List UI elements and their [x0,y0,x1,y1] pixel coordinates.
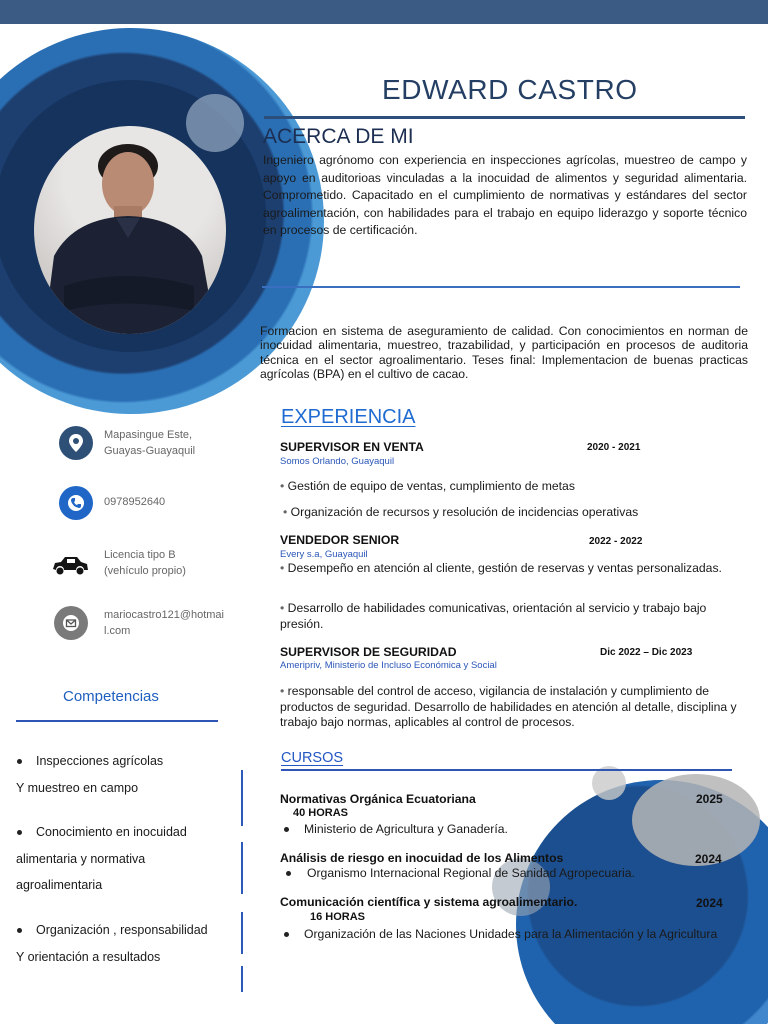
course-institution: Organismo Internacional Regional de Sanidad Agropecuaria. [307,866,635,880]
skill-item: Inspecciones agrícolas Y muestreo en campo [16,754,164,795]
email-icon [54,606,88,640]
course-institution: Organización de las Naciones Unidades para la Alimentación y la Agricultura [304,927,718,941]
course-hours: 16 HORAS [310,911,366,923]
job-bullet: • Organización de recursos y resolución de incidencias operativas [283,505,639,519]
skill-bar [241,842,243,894]
skill-bar [241,966,243,992]
license-line-1: Licencia tipo B [104,549,176,561]
competencias-divider [16,720,218,722]
job-org: Ameripriv, Ministerio de Incluso Económica y Social [280,660,497,671]
course-institution: Ministerio de Agricultura y Ganadería. [304,822,508,836]
job-title: SUPERVISOR DE SEGURIDAD [280,645,457,659]
phone-icon [59,486,93,520]
bullet-icon [17,759,22,764]
competencias-title: Competencias [63,688,159,705]
license-line-2: (vehículo propio) [104,565,186,577]
car-icon [50,554,90,578]
email-line-2: l.com [104,625,131,637]
job-title: SUPERVISOR EN VENTA [280,440,424,454]
address-line-1: Mapasingue Este, [104,429,193,441]
course-year: 2024 [696,896,723,910]
bullet-icon [284,827,289,832]
course-title: Análisis de riesgo en inocuidad de los Alimentos [280,851,564,865]
contact-license [104,547,238,579]
contact-address [104,427,238,459]
bullet-icon [17,928,22,933]
course-title: Normativas Orgánica Ecuatoriana [280,792,476,806]
course-hours: 40 HORAS [293,807,349,819]
course-year: 2024 [695,852,722,866]
location-pin-icon [59,426,93,460]
top-bar [0,0,768,24]
cursos-divider [281,769,732,771]
job-date: 2022 - 2022 [589,536,643,547]
skill-item: Organización , responsabilidad Y orientación a resultados [16,923,208,964]
about-text: Ingeniero agrónomo con experiencia en inspecciones agrícolas, muestreo de campo y apoyo en auditorioas vinculadas a la inocuidad de alimentos y seguridad alimentaria. Comprometido. Capacitado en el cumplimiento de normativas y estándares del sector agroalimentación, con habilidades para el trabajo en equipo liderazgo y soporte técnico en procesos de certificación. [263,153,747,237]
job-bullet: • Gestión de equipo de ventas, cumplimiento de metas [280,479,575,493]
email-line-1: mariocastro121@hotmai [104,609,224,621]
job-date: Dic 2022 – Dic 2023 [600,647,693,658]
decorative-gray-dot [592,766,626,800]
course-title: Comunicación científica y sistema agroalimentario. [280,895,578,909]
education-text: Formacion en sistema de aseguramiento de calidad. Con conocimientos en norman de inocuidad alimentaria, muestreo, trazabilidad, y participación en procesos de auditoria técnica en el sector agroalimentario. Teses final: Implementacion de buenas practicas agrícolas (BPA) en el cultivo de cacao. [260,324,748,381]
cursos-title: CURSOS [281,750,344,766]
about-title: ACERCA DE MI [263,125,414,148]
experiencia-title: EXPERIENCIA [281,406,416,428]
job-bullet: • Desempeño en atención al cliente, gestión de reservas y ventas personalizadas. [280,561,722,575]
job-title: VENDEDOR SENIOR [280,533,400,547]
course-year: 2025 [696,792,723,806]
address-line-2: Guayas-Guayaquil [104,445,196,457]
bullet-icon [17,830,22,835]
job-date: 2020 - 2021 [587,442,641,453]
job-org: Every s.a, Guayaquil [280,549,368,560]
bullet-icon [286,871,291,876]
about-divider [262,286,740,288]
job-bullet: • responsable del control de acceso, vigilancia de instalación y cumplimiento de productos de seguridad. Desarrollo de habilidades en atención al detalle, disciplina y trabajo bajo normas, aplicables al control de procesos. [280,684,737,729]
skill-item: Conocimiento en inocuidad alimentaria y normativa agroalimentaria [16,825,187,892]
bullet-icon [284,932,289,937]
job-org: Somos Orlando, Guayaquil [280,456,395,467]
skill-bar [241,770,243,826]
decorative-gray-circle [186,94,244,152]
candidate-name: EDWARD CASTRO [382,74,638,105]
contact-email [104,607,238,639]
profile-photo [34,126,226,334]
skill-bar [241,912,243,954]
person-silhouette-icon [34,126,226,334]
name-divider [264,116,745,119]
job-bullet: • Desarrollo de habilidades comunicativas, orientación al servicio y trabajo bajo presión. [280,601,707,631]
contact-phone: 0978952640 [104,496,166,508]
